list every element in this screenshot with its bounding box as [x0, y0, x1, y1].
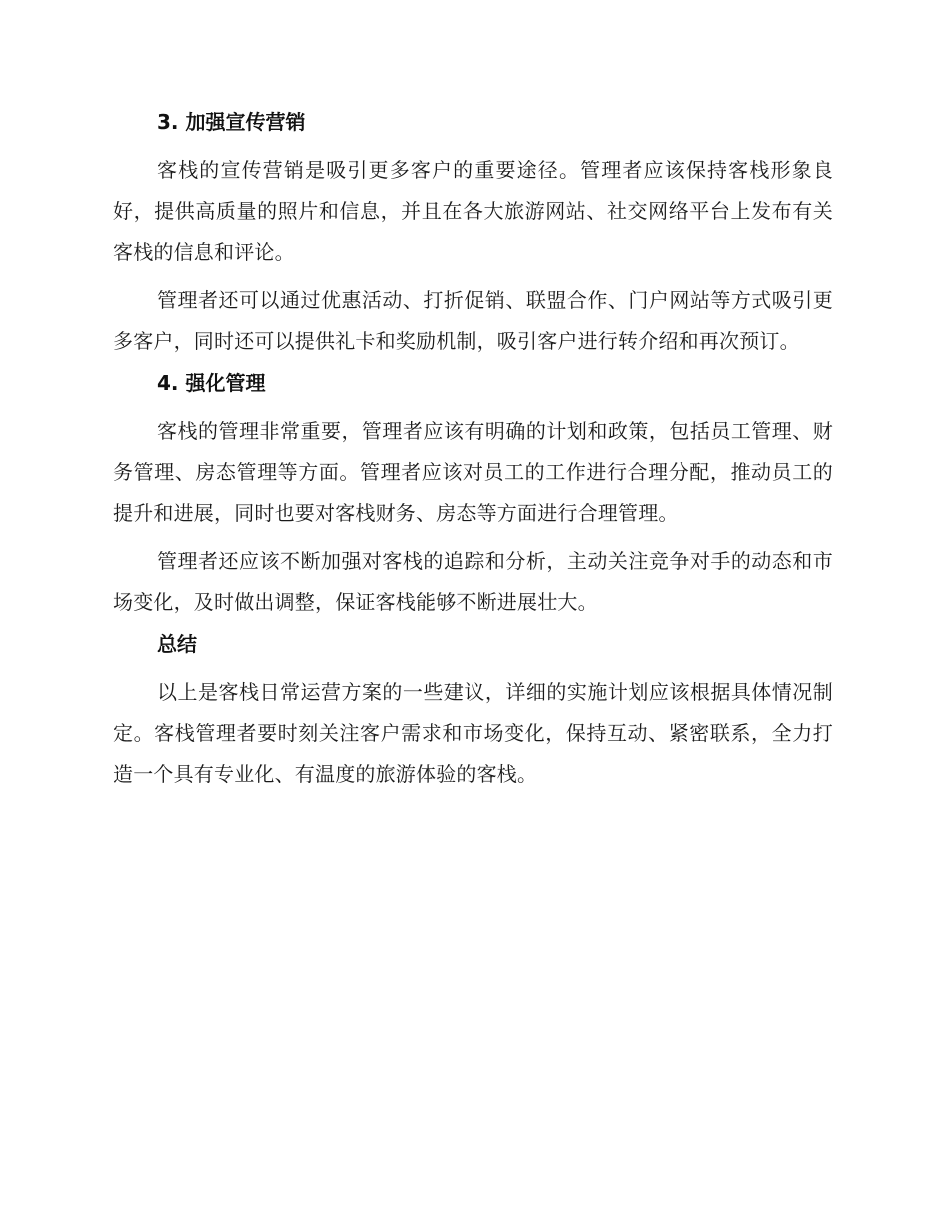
paragraph: 管理者还可以通过优惠活动、打折促销、联盟合作、门户网站等方式吸引更多客户，同时还可以提供礼卡和奖励机制，吸引客户进行转介绍和再次预订。: [113, 288, 833, 353]
paragraph: 以上是客栈日常运营方案的一些建议，详细的实施计划应该根据具体情况制定。客栈管理者要时刻关注客户需求和市场变化，保持互动、紧密联系，全力打造一个具有专业化、有温度的旅游体验的客栈。: [113, 680, 833, 786]
section-management: [113, 369, 833, 623]
document-page: [113, 108, 833, 802]
section-heading: 4. 强化管理: [157, 371, 266, 395]
section-heading: 总结: [157, 632, 197, 656]
paragraph: 客栈的宣传营销是吸引更多客户的重要途径。管理者应该保持客栈形象良好，提供高质量的照片和信息，并且在各大旅游网站、社交网络平台上发布有关客栈的信息和评论。: [113, 158, 833, 264]
paragraph: 管理者还应该不断加强对客栈的追踪和分析，主动关注竞争对手的动态和市场变化，及时做出调整，保证客栈能够不断进展壮大。: [113, 549, 833, 614]
section-marketing: [113, 108, 833, 362]
section-heading: 3. 加强宣传营销: [157, 110, 306, 134]
paragraph: 客栈的管理非常重要，管理者应该有明确的计划和政策，包括员工管理、财务管理、房态管理等方面。管理者应该对员工的工作进行合理分配，推动员工的提升和进展，同时也要对客栈财务、房态等方面进行合理管理。: [113, 419, 833, 525]
section-summary: [113, 630, 833, 795]
